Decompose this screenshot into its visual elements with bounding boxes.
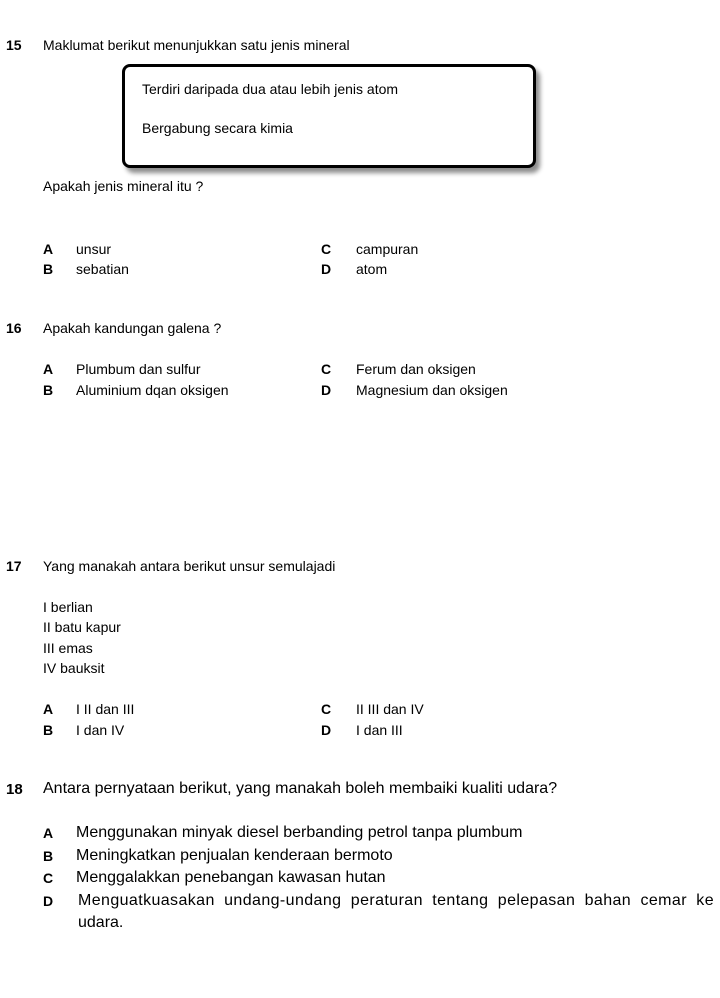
option-text: campuran	[356, 241, 419, 257]
option-letter: C	[43, 870, 54, 886]
option-letter: B	[43, 382, 54, 398]
option-letter: B	[43, 261, 54, 277]
option-text: Magnesium dan oksigen	[356, 382, 508, 398]
option-text: Ferum dan oksigen	[356, 361, 476, 377]
option-text: Menguatkuasakan undang-undang peraturan tentang pelepasan bahan cemar ke	[78, 892, 714, 909]
option-text: Meningkatkan penjualan kenderaan bermoto	[76, 847, 393, 864]
option-letter: D	[321, 382, 332, 398]
statement-item: IV bauksit	[43, 660, 105, 676]
option-text: sebatian	[76, 261, 129, 277]
option-text: I II dan III	[76, 701, 135, 717]
option-text: unsur	[76, 241, 112, 257]
option-letter: C	[321, 701, 332, 717]
question-number: 17	[6, 558, 22, 574]
statement-item: III emas	[43, 640, 93, 656]
option-letter: D	[321, 722, 332, 738]
option-letter: C	[321, 241, 332, 257]
option-text: Aluminium dqan oksigen	[76, 382, 229, 398]
option-letter: D	[321, 261, 332, 277]
question-stem: Yang manakah antara berikut unsur semulajadi	[43, 558, 336, 574]
question-prompt: Apakah jenis mineral itu ?	[43, 178, 204, 194]
option-text: I dan IV	[76, 722, 125, 738]
info-box	[122, 64, 536, 168]
option-letter: B	[43, 848, 54, 864]
option-letter: C	[321, 361, 332, 377]
option-letter: A	[43, 701, 54, 717]
option-text: atom	[356, 261, 388, 277]
question-stem: Apakah kandungan galena ?	[43, 320, 222, 336]
question-number: 15	[6, 37, 22, 53]
option-text: Menggalakkan penebangan kawasan hutan	[76, 869, 386, 886]
option-text-continuation: udara.	[78, 914, 124, 931]
option-letter: A	[43, 825, 54, 841]
question-stem: Maklumat berikut menunjukkan satu jenis mineral	[43, 37, 350, 53]
question-number: 16	[6, 320, 22, 336]
option-letter: B	[43, 722, 54, 738]
option-letter: D	[43, 893, 54, 909]
info-box-line: Terdiri daripada dua atau lebih jenis atom	[142, 81, 399, 97]
option-text: I dan III	[356, 722, 403, 738]
info-box-line: Bergabung secara kimia	[142, 120, 293, 136]
option-text: Menggunakan minyak diesel berbanding petrol tanpa plumbum	[76, 824, 523, 841]
question-number: 18	[6, 781, 23, 798]
option-text: Plumbum dan sulfur	[76, 361, 201, 377]
option-letter: A	[43, 241, 54, 257]
statement-item: II batu kapur	[43, 619, 121, 635]
statement-item: I berlian	[43, 599, 93, 615]
option-text: II III dan IV	[356, 701, 424, 717]
option-letter: A	[43, 361, 54, 377]
question-stem: Antara pernyataan berikut, yang manakah boleh membaiki kualiti udara?	[43, 780, 558, 797]
